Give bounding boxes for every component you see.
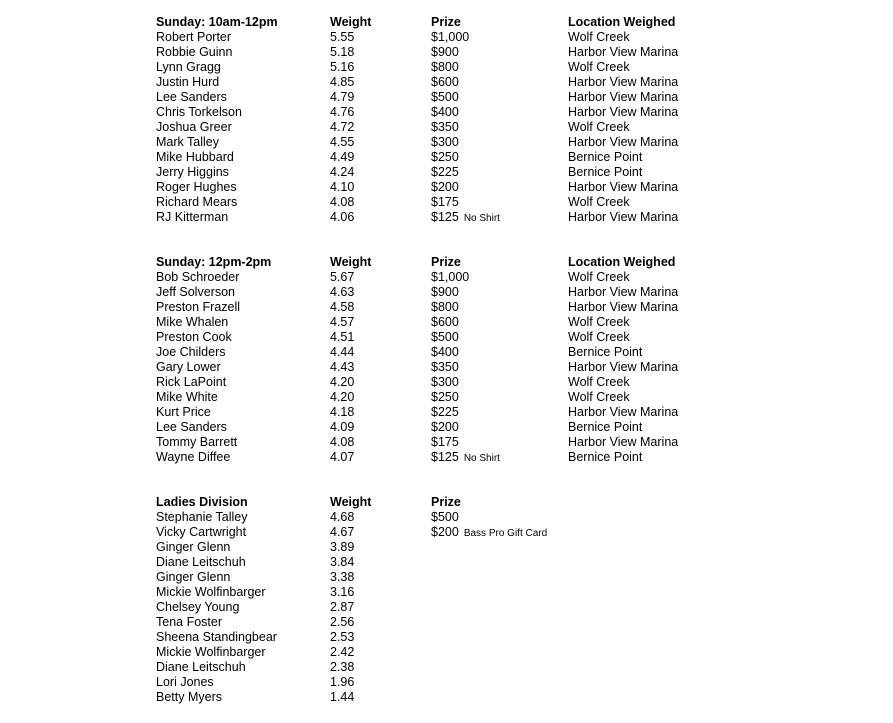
result-row bbox=[156, 90, 716, 105]
fish-weight: 4.85 bbox=[330, 75, 355, 89]
result-row bbox=[156, 660, 716, 675]
fish-weight: 4.79 bbox=[330, 90, 355, 104]
location-weighed: Bernice Point bbox=[568, 345, 643, 359]
angler-name: Ginger Glenn bbox=[156, 570, 231, 584]
angler-name: Justin Hurd bbox=[156, 75, 220, 89]
prize-column-header: Prize bbox=[431, 495, 461, 509]
prize-amount: $1,000 bbox=[431, 270, 470, 284]
location-weighed: Bernice Point bbox=[568, 420, 643, 434]
fish-weight: 4.06 bbox=[330, 210, 355, 224]
result-row bbox=[156, 540, 716, 555]
result-row bbox=[156, 45, 716, 60]
results-section bbox=[156, 255, 716, 465]
prize-cell bbox=[431, 450, 500, 466]
prize-amount: $1,000 bbox=[431, 30, 470, 44]
fish-weight: 2.38 bbox=[330, 660, 355, 674]
result-row bbox=[156, 420, 716, 435]
fish-weight: 4.72 bbox=[330, 120, 355, 134]
section-title: Ladies Division bbox=[156, 495, 248, 509]
prize-cell bbox=[431, 390, 459, 405]
result-row bbox=[156, 180, 716, 195]
weight-column-header: Weight bbox=[330, 255, 372, 269]
prize-cell bbox=[431, 195, 459, 210]
prize-cell bbox=[431, 345, 459, 360]
result-row bbox=[156, 690, 716, 705]
prize-cell bbox=[431, 375, 459, 390]
fish-weight: 2.42 bbox=[330, 645, 355, 659]
angler-name: Joshua Greer bbox=[156, 120, 232, 134]
prize-cell bbox=[431, 30, 469, 45]
prize-cell bbox=[431, 165, 459, 180]
prize-amount: $225 bbox=[431, 405, 459, 419]
weight-column-header: Weight bbox=[330, 495, 372, 509]
location-weighed: Harbor View Marina bbox=[568, 435, 679, 449]
results-section bbox=[156, 15, 716, 225]
angler-name: Jeff Solverson bbox=[156, 285, 235, 299]
section-header-row bbox=[156, 255, 716, 270]
result-row bbox=[156, 300, 716, 315]
prize-cell bbox=[431, 270, 469, 285]
fish-weight: 4.55 bbox=[330, 135, 355, 149]
fish-weight: 3.38 bbox=[330, 570, 355, 584]
prize-cell bbox=[431, 105, 459, 120]
result-row bbox=[156, 285, 716, 300]
fish-weight: 4.10 bbox=[330, 180, 355, 194]
prize-amount: $500 bbox=[431, 90, 459, 104]
results-section bbox=[156, 495, 716, 705]
angler-name: Vicky Cartwright bbox=[156, 525, 247, 539]
prize-cell bbox=[431, 510, 459, 525]
angler-name: Preston Frazell bbox=[156, 300, 241, 314]
prize-cell bbox=[431, 315, 459, 330]
location-weighed: Wolf Creek bbox=[568, 270, 630, 284]
angler-name: Richard Mears bbox=[156, 195, 238, 209]
prize-cell bbox=[431, 180, 459, 195]
fish-weight: 1.44 bbox=[330, 690, 355, 704]
weight-column-header: Weight bbox=[330, 15, 372, 29]
fish-weight: 4.67 bbox=[330, 525, 355, 539]
location-weighed: Wolf Creek bbox=[568, 195, 630, 209]
result-row bbox=[156, 135, 716, 150]
angler-name: Sheena Standingbear bbox=[156, 630, 277, 644]
result-row bbox=[156, 450, 716, 465]
location-weighed: Bernice Point bbox=[568, 150, 643, 164]
location-weighed: Harbor View Marina bbox=[568, 180, 679, 194]
location-weighed: Harbor View Marina bbox=[568, 405, 679, 419]
location-weighed: Bernice Point bbox=[568, 450, 643, 464]
prize-amount: $350 bbox=[431, 120, 459, 134]
prize-cell bbox=[431, 420, 459, 435]
prize-amount: $600 bbox=[431, 75, 459, 89]
angler-name: Gary Lower bbox=[156, 360, 221, 374]
prize-cell bbox=[431, 135, 459, 150]
angler-name: Diane Leitschuh bbox=[156, 660, 246, 674]
result-row bbox=[156, 165, 716, 180]
location-weighed: Wolf Creek bbox=[568, 120, 630, 134]
angler-name: Kurt Price bbox=[156, 405, 211, 419]
prize-cell bbox=[431, 150, 459, 165]
fish-weight: 4.20 bbox=[330, 390, 355, 404]
result-row bbox=[156, 105, 716, 120]
result-row bbox=[156, 525, 716, 540]
prize-column-header: Prize bbox=[431, 15, 461, 29]
angler-name: RJ Kitterman bbox=[156, 210, 229, 224]
fish-weight: 2.56 bbox=[330, 615, 355, 629]
result-row bbox=[156, 30, 716, 45]
location-weighed: Harbor View Marina bbox=[568, 135, 679, 149]
prize-amount: $250 bbox=[431, 150, 459, 164]
angler-name: Ginger Glenn bbox=[156, 540, 231, 554]
angler-name: Mike White bbox=[156, 390, 218, 404]
angler-name: Mickie Wolfinbarger bbox=[156, 585, 266, 599]
prize-amount: $125 bbox=[431, 210, 459, 224]
location-weighed: Harbor View Marina bbox=[568, 285, 679, 299]
prize-cell bbox=[431, 285, 459, 300]
fish-weight: 5.55 bbox=[330, 30, 355, 44]
location-weighed: Harbor View Marina bbox=[568, 210, 679, 224]
location-column-header: Location Weighed bbox=[568, 255, 676, 269]
fish-weight: 4.20 bbox=[330, 375, 355, 389]
fish-weight: 4.08 bbox=[330, 435, 355, 449]
location-weighed: Wolf Creek bbox=[568, 330, 630, 344]
prize-amount: $900 bbox=[431, 45, 459, 59]
fish-weight: 3.16 bbox=[330, 585, 355, 599]
result-row bbox=[156, 555, 716, 570]
result-row bbox=[156, 570, 716, 585]
location-weighed: Bernice Point bbox=[568, 165, 643, 179]
prize-amount: $800 bbox=[431, 300, 459, 314]
fish-weight: 4.24 bbox=[330, 165, 355, 179]
location-weighed: Harbor View Marina bbox=[568, 75, 679, 89]
result-row bbox=[156, 585, 716, 600]
result-row bbox=[156, 510, 716, 525]
angler-name: Tommy Barrett bbox=[156, 435, 238, 449]
fish-weight: 4.76 bbox=[330, 105, 355, 119]
result-row bbox=[156, 195, 716, 210]
angler-name: Lee Sanders bbox=[156, 90, 227, 104]
location-weighed: Wolf Creek bbox=[568, 60, 630, 74]
fish-weight: 4.08 bbox=[330, 195, 355, 209]
angler-name: Lynn Gragg bbox=[156, 60, 221, 74]
result-row bbox=[156, 645, 716, 660]
prize-amount: $350 bbox=[431, 360, 459, 374]
angler-name: Lori Jones bbox=[156, 675, 214, 689]
result-row bbox=[156, 270, 716, 285]
result-row bbox=[156, 330, 716, 345]
prize-amount: $175 bbox=[431, 195, 459, 209]
result-row bbox=[156, 210, 716, 225]
location-weighed: Wolf Creek bbox=[568, 30, 630, 44]
angler-name: Robert Porter bbox=[156, 30, 232, 44]
angler-name: Rick LaPoint bbox=[156, 375, 227, 389]
angler-name: Lee Sanders bbox=[156, 420, 227, 434]
fish-weight: 4.44 bbox=[330, 345, 355, 359]
prize-column-header: Prize bbox=[431, 255, 461, 269]
fish-weight: 4.63 bbox=[330, 285, 355, 299]
angler-name: Stephanie Talley bbox=[156, 510, 248, 524]
section-title: Sunday: 10am-12pm bbox=[156, 15, 278, 29]
prize-cell bbox=[431, 405, 459, 420]
fish-weight: 4.58 bbox=[330, 300, 355, 314]
prize-amount: $900 bbox=[431, 285, 459, 299]
angler-name: Chris Torkelson bbox=[156, 105, 242, 119]
result-row bbox=[156, 150, 716, 165]
section-header-row bbox=[156, 15, 716, 30]
prize-cell bbox=[431, 330, 459, 345]
prize-cell bbox=[431, 435, 459, 450]
fish-weight: 4.49 bbox=[330, 150, 355, 164]
fish-weight: 2.53 bbox=[330, 630, 355, 644]
prize-note: Bass Pro Gift Card bbox=[463, 528, 548, 539]
angler-name: Betty Myers bbox=[156, 690, 222, 704]
fish-weight: 3.89 bbox=[330, 540, 355, 554]
angler-name: Wayne Diffee bbox=[156, 450, 231, 464]
fish-weight: 4.51 bbox=[330, 330, 355, 344]
fish-weight: 4.43 bbox=[330, 360, 355, 374]
prize-amount: $600 bbox=[431, 315, 459, 329]
prize-amount: $225 bbox=[431, 165, 459, 179]
result-row bbox=[156, 315, 716, 330]
prize-cell bbox=[431, 360, 459, 375]
prize-cell bbox=[431, 60, 459, 75]
prize-note: No Shirt bbox=[463, 453, 500, 464]
fish-weight: 4.18 bbox=[330, 405, 355, 419]
result-row bbox=[156, 360, 716, 375]
section-title: Sunday: 12pm-2pm bbox=[156, 255, 272, 269]
angler-name: Joe Childers bbox=[156, 345, 226, 359]
section-header-row bbox=[156, 495, 716, 510]
prize-amount: $300 bbox=[431, 375, 459, 389]
result-row bbox=[156, 615, 716, 630]
location-weighed: Harbor View Marina bbox=[568, 45, 679, 59]
prize-cell bbox=[431, 90, 459, 105]
prize-amount: $300 bbox=[431, 135, 459, 149]
prize-cell bbox=[431, 45, 459, 60]
prize-cell bbox=[431, 300, 459, 315]
angler-name: Bob Schroeder bbox=[156, 270, 240, 284]
location-weighed: Harbor View Marina bbox=[568, 90, 679, 104]
location-weighed: Harbor View Marina bbox=[568, 300, 679, 314]
angler-name: Chelsey Young bbox=[156, 600, 240, 614]
angler-name: Roger Hughes bbox=[156, 180, 237, 194]
fish-weight: 3.84 bbox=[330, 555, 355, 569]
angler-name: Mike Whalen bbox=[156, 315, 229, 329]
angler-name: Diane Leitschuh bbox=[156, 555, 246, 569]
fish-weight: 4.57 bbox=[330, 315, 355, 329]
prize-cell bbox=[431, 120, 459, 135]
prize-amount: $800 bbox=[431, 60, 459, 74]
result-row bbox=[156, 75, 716, 90]
prize-amount: $200 bbox=[431, 420, 459, 434]
result-row bbox=[156, 630, 716, 645]
angler-name: Robbie Guinn bbox=[156, 45, 233, 59]
result-row bbox=[156, 600, 716, 615]
location-weighed: Wolf Creek bbox=[568, 390, 630, 404]
prize-cell bbox=[431, 75, 459, 90]
location-weighed: Wolf Creek bbox=[568, 375, 630, 389]
result-row bbox=[156, 375, 716, 390]
result-row bbox=[156, 390, 716, 405]
result-row bbox=[156, 60, 716, 75]
prize-amount: $175 bbox=[431, 435, 459, 449]
location-weighed: Harbor View Marina bbox=[568, 360, 679, 374]
location-weighed: Harbor View Marina bbox=[568, 105, 679, 119]
prize-amount: $500 bbox=[431, 510, 459, 524]
result-row bbox=[156, 345, 716, 360]
fish-weight: 5.16 bbox=[330, 60, 355, 74]
result-row bbox=[156, 120, 716, 135]
result-row bbox=[156, 675, 716, 690]
angler-name: Mark Talley bbox=[156, 135, 219, 149]
angler-name: Jerry Higgins bbox=[156, 165, 229, 179]
angler-name: Preston Cook bbox=[156, 330, 232, 344]
location-column-header: Location Weighed bbox=[568, 15, 676, 29]
angler-name: Mike Hubbard bbox=[156, 150, 234, 164]
fish-weight: 5.18 bbox=[330, 45, 355, 59]
result-row bbox=[156, 405, 716, 420]
prize-amount: $125 bbox=[431, 450, 459, 464]
prize-amount: $400 bbox=[431, 345, 459, 359]
angler-name: Mickie Wolfinbarger bbox=[156, 645, 266, 659]
prize-amount: $500 bbox=[431, 330, 459, 344]
prize-amount: $400 bbox=[431, 105, 459, 119]
prize-amount: $200 bbox=[431, 180, 459, 194]
result-row bbox=[156, 435, 716, 450]
prize-amount: $200 bbox=[431, 525, 459, 539]
prize-amount: $250 bbox=[431, 390, 459, 404]
prize-cell bbox=[431, 210, 500, 226]
angler-name: Tena Foster bbox=[156, 615, 223, 629]
fish-weight: 2.87 bbox=[330, 600, 355, 614]
fish-weight: 5.67 bbox=[330, 270, 355, 284]
prize-note: No Shirt bbox=[463, 213, 500, 224]
fish-weight: 4.68 bbox=[330, 510, 355, 524]
fish-weight: 1.96 bbox=[330, 675, 355, 689]
fish-weight: 4.07 bbox=[330, 450, 355, 464]
fish-weight: 4.09 bbox=[330, 420, 355, 434]
location-weighed: Wolf Creek bbox=[568, 315, 630, 329]
prize-cell bbox=[431, 525, 547, 541]
